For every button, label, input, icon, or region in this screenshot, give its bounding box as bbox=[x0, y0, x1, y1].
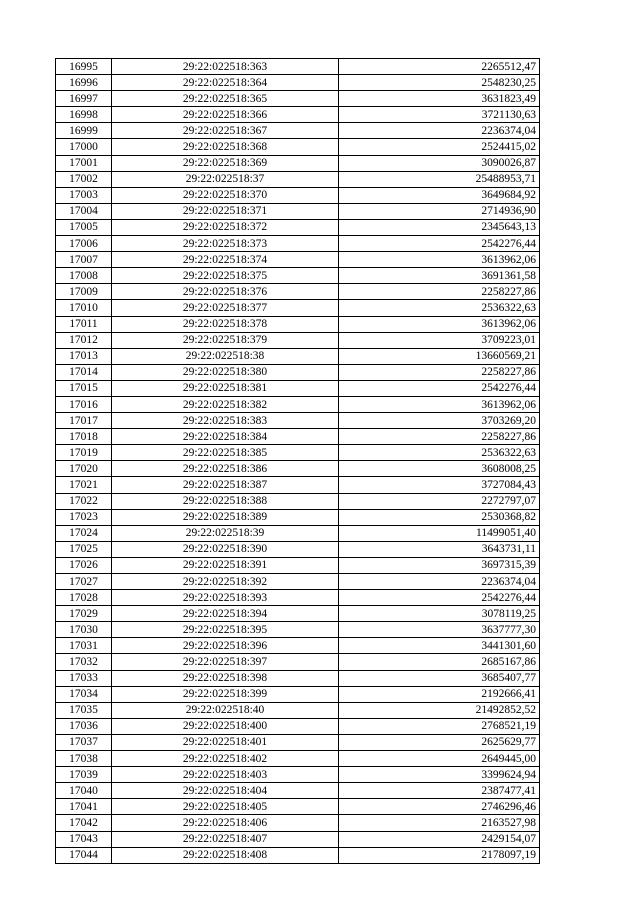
row-number-cell: 17021 bbox=[56, 477, 112, 493]
cadastral-value-cell: 2163527,98 bbox=[339, 815, 540, 831]
row-number-cell: 17002 bbox=[56, 171, 112, 187]
cadastral-value-cell: 2714936,90 bbox=[339, 203, 540, 219]
table-row bbox=[56, 252, 540, 268]
row-number-cell: 17013 bbox=[56, 348, 112, 364]
row-number-cell: 17014 bbox=[56, 364, 112, 380]
cadastral-number-cell: 29:22:022518:364 bbox=[112, 75, 339, 91]
table-row bbox=[56, 139, 540, 155]
row-number-cell: 16996 bbox=[56, 75, 112, 91]
cadastral-value-cell: 2265512,47 bbox=[339, 59, 540, 75]
cadastral-number-cell: 29:22:022518:381 bbox=[112, 380, 339, 396]
cadastral-number-cell: 29:22:022518:384 bbox=[112, 429, 339, 445]
cadastral-value-cell: 2258227,86 bbox=[339, 284, 540, 300]
row-number-cell: 16997 bbox=[56, 91, 112, 107]
cadastral-value-cell: 2236374,04 bbox=[339, 123, 540, 139]
cadastral-value-cell: 2625629,77 bbox=[339, 734, 540, 750]
table-row bbox=[56, 670, 540, 686]
cadastral-value-cell: 3685407,77 bbox=[339, 670, 540, 686]
row-number-cell: 17001 bbox=[56, 155, 112, 171]
cadastral-value-cell: 3637777,30 bbox=[339, 622, 540, 638]
row-number-cell: 17022 bbox=[56, 493, 112, 509]
row-number-cell: 17009 bbox=[56, 284, 112, 300]
cadastral-value-cell: 3703269,20 bbox=[339, 413, 540, 429]
table-row bbox=[56, 300, 540, 316]
cadastral-value-cell: 2524415,02 bbox=[339, 139, 540, 155]
table-row bbox=[56, 654, 540, 670]
row-number-cell: 16995 bbox=[56, 59, 112, 75]
cadastral-number-cell: 29:22:022518:38 bbox=[112, 348, 339, 364]
table-row bbox=[56, 316, 540, 332]
table-row bbox=[56, 477, 540, 493]
cadastral-number-cell: 29:22:022518:383 bbox=[112, 413, 339, 429]
cadastral-value-cell: 3649684,92 bbox=[339, 187, 540, 203]
cadastral-value-cell: 2236374,04 bbox=[339, 574, 540, 590]
table-row bbox=[56, 396, 540, 412]
cadastral-number-cell: 29:22:022518:391 bbox=[112, 557, 339, 573]
table-row bbox=[56, 622, 540, 638]
table-row bbox=[56, 429, 540, 445]
cadastral-value-cell: 21492852,52 bbox=[339, 702, 540, 718]
cadastral-value-cell: 3613962,06 bbox=[339, 316, 540, 332]
table-row bbox=[56, 75, 540, 91]
row-number-cell: 17034 bbox=[56, 686, 112, 702]
cadastral-number-cell: 29:22:022518:406 bbox=[112, 815, 339, 831]
cadastral-number-cell: 29:22:022518:368 bbox=[112, 139, 339, 155]
cadastral-value-cell: 3643731,11 bbox=[339, 541, 540, 557]
cadastral-number-cell: 29:22:022518:365 bbox=[112, 91, 339, 107]
cadastral-number-cell: 29:22:022518:379 bbox=[112, 332, 339, 348]
cadastral-value-cell: 25488953,71 bbox=[339, 171, 540, 187]
cadastral-number-cell: 29:22:022518:370 bbox=[112, 187, 339, 203]
cadastral-number-cell: 29:22:022518:398 bbox=[112, 670, 339, 686]
cadastral-number-cell: 29:22:022518:373 bbox=[112, 236, 339, 252]
cadastral-value-cell: 2649445,00 bbox=[339, 751, 540, 767]
table-row bbox=[56, 236, 540, 252]
cadastral-value-cell: 2542276,44 bbox=[339, 590, 540, 606]
cadastral-value-cell: 3078119,25 bbox=[339, 606, 540, 622]
cadastral-value-cell: 2536322,63 bbox=[339, 300, 540, 316]
table-row bbox=[56, 718, 540, 734]
cadastral-value-cell: 2258227,86 bbox=[339, 429, 540, 445]
row-number-cell: 17027 bbox=[56, 574, 112, 590]
cadastral-number-cell: 29:22:022518:394 bbox=[112, 606, 339, 622]
row-number-cell: 17010 bbox=[56, 300, 112, 316]
cadastral-value-cell: 2542276,44 bbox=[339, 236, 540, 252]
cadastral-value-cell: 3691361,58 bbox=[339, 268, 540, 284]
row-number-cell: 16999 bbox=[56, 123, 112, 139]
row-number-cell: 17024 bbox=[56, 525, 112, 541]
table-row bbox=[56, 413, 540, 429]
table-row bbox=[56, 219, 540, 235]
table-row bbox=[56, 783, 540, 799]
table-row bbox=[56, 380, 540, 396]
table-row bbox=[56, 525, 540, 541]
cadastral-value-cell: 3721130,63 bbox=[339, 107, 540, 123]
cadastral-number-cell: 29:22:022518:387 bbox=[112, 477, 339, 493]
cadastral-number-cell: 29:22:022518:405 bbox=[112, 799, 339, 815]
cadastral-number-cell: 29:22:022518:39 bbox=[112, 525, 339, 541]
row-number-cell: 17016 bbox=[56, 396, 112, 412]
row-number-cell: 17036 bbox=[56, 718, 112, 734]
cadastral-number-cell: 29:22:022518:399 bbox=[112, 686, 339, 702]
cadastral-number-cell: 29:22:022518:403 bbox=[112, 767, 339, 783]
table-row bbox=[56, 59, 540, 75]
table-row bbox=[56, 123, 540, 139]
table-row bbox=[56, 799, 540, 815]
cadastral-value-cell: 2548230,25 bbox=[339, 75, 540, 91]
cadastral-value-cell: 3090026,87 bbox=[339, 155, 540, 171]
table-row bbox=[56, 107, 540, 123]
row-number-cell: 17043 bbox=[56, 831, 112, 847]
table-row bbox=[56, 847, 540, 863]
row-number-cell: 17044 bbox=[56, 847, 112, 863]
cadastral-number-cell: 29:22:022518:407 bbox=[112, 831, 339, 847]
cadastral-number-cell: 29:22:022518:402 bbox=[112, 751, 339, 767]
table-row bbox=[56, 203, 540, 219]
row-number-cell: 17032 bbox=[56, 654, 112, 670]
cadastral-value-cell: 3441301,60 bbox=[339, 638, 540, 654]
table-row bbox=[56, 590, 540, 606]
cadastral-value-cell: 3613962,06 bbox=[339, 396, 540, 412]
row-number-cell: 17040 bbox=[56, 783, 112, 799]
cadastral-number-cell: 29:22:022518:366 bbox=[112, 107, 339, 123]
row-number-cell: 17029 bbox=[56, 606, 112, 622]
table-row bbox=[56, 91, 540, 107]
cadastral-number-cell: 29:22:022518:371 bbox=[112, 203, 339, 219]
cadastral-value-cell: 3697315,39 bbox=[339, 557, 540, 573]
row-number-cell: 17015 bbox=[56, 380, 112, 396]
cadastral-value-table bbox=[55, 58, 540, 864]
table-row bbox=[56, 686, 540, 702]
table-row bbox=[56, 493, 540, 509]
cadastral-number-cell: 29:22:022518:378 bbox=[112, 316, 339, 332]
cadastral-number-cell: 29:22:022518:395 bbox=[112, 622, 339, 638]
cadastral-value-cell: 2542276,44 bbox=[339, 380, 540, 396]
cadastral-value-cell: 13660569,21 bbox=[339, 348, 540, 364]
table-row bbox=[56, 445, 540, 461]
cadastral-value-cell: 2530368,82 bbox=[339, 509, 540, 525]
cadastral-number-cell: 29:22:022518:375 bbox=[112, 268, 339, 284]
cadastral-value-cell: 3709223,01 bbox=[339, 332, 540, 348]
cadastral-number-cell: 29:22:022518:367 bbox=[112, 123, 339, 139]
row-number-cell: 17037 bbox=[56, 734, 112, 750]
row-number-cell: 17028 bbox=[56, 590, 112, 606]
row-number-cell: 17012 bbox=[56, 332, 112, 348]
table-row bbox=[56, 751, 540, 767]
cadastral-value-cell: 2345643,13 bbox=[339, 219, 540, 235]
table-row bbox=[56, 557, 540, 573]
row-number-cell: 17004 bbox=[56, 203, 112, 219]
row-number-cell: 17038 bbox=[56, 751, 112, 767]
cadastral-number-cell: 29:22:022518:382 bbox=[112, 396, 339, 412]
table-row bbox=[56, 155, 540, 171]
table-row bbox=[56, 348, 540, 364]
cadastral-number-cell: 29:22:022518:380 bbox=[112, 364, 339, 380]
cadastral-value-cell: 2387477,41 bbox=[339, 783, 540, 799]
cadastral-number-cell: 29:22:022518:388 bbox=[112, 493, 339, 509]
row-number-cell: 17005 bbox=[56, 219, 112, 235]
row-number-cell: 17031 bbox=[56, 638, 112, 654]
cadastral-value-cell: 3608008,25 bbox=[339, 461, 540, 477]
cadastral-value-cell: 3727084,43 bbox=[339, 477, 540, 493]
table-body bbox=[56, 59, 540, 864]
row-number-cell: 17039 bbox=[56, 767, 112, 783]
cadastral-number-cell: 29:22:022518:377 bbox=[112, 300, 339, 316]
cadastral-value-cell: 2746296,46 bbox=[339, 799, 540, 815]
table-row bbox=[56, 702, 540, 718]
cadastral-number-cell: 29:22:022518:408 bbox=[112, 847, 339, 863]
table-row bbox=[56, 187, 540, 203]
cadastral-value-cell: 2685167,86 bbox=[339, 654, 540, 670]
cadastral-value-cell: 2272797,07 bbox=[339, 493, 540, 509]
row-number-cell: 17035 bbox=[56, 702, 112, 718]
row-number-cell: 17041 bbox=[56, 799, 112, 815]
table-row bbox=[56, 364, 540, 380]
table-row bbox=[56, 606, 540, 622]
cadastral-number-cell: 29:22:022518:393 bbox=[112, 590, 339, 606]
cadastral-number-cell: 29:22:022518:374 bbox=[112, 252, 339, 268]
table-row bbox=[56, 461, 540, 477]
row-number-cell: 17033 bbox=[56, 670, 112, 686]
row-number-cell: 17019 bbox=[56, 445, 112, 461]
table-row bbox=[56, 284, 540, 300]
cadastral-value-cell: 2178097,19 bbox=[339, 847, 540, 863]
cadastral-number-cell: 29:22:022518:372 bbox=[112, 219, 339, 235]
table-row bbox=[56, 638, 540, 654]
cadastral-number-cell: 29:22:022518:401 bbox=[112, 734, 339, 750]
row-number-cell: 17018 bbox=[56, 429, 112, 445]
table-row bbox=[56, 815, 540, 831]
table-row bbox=[56, 541, 540, 557]
row-number-cell: 17042 bbox=[56, 815, 112, 831]
cadastral-value-cell: 3613962,06 bbox=[339, 252, 540, 268]
row-number-cell: 17026 bbox=[56, 557, 112, 573]
cadastral-number-cell: 29:22:022518:376 bbox=[112, 284, 339, 300]
table-row bbox=[56, 268, 540, 284]
row-number-cell: 17025 bbox=[56, 541, 112, 557]
cadastral-value-cell: 2192666,41 bbox=[339, 686, 540, 702]
row-number-cell: 17020 bbox=[56, 461, 112, 477]
cadastral-number-cell: 29:22:022518:386 bbox=[112, 461, 339, 477]
row-number-cell: 17030 bbox=[56, 622, 112, 638]
row-number-cell: 17017 bbox=[56, 413, 112, 429]
cadastral-value-cell: 2536322,63 bbox=[339, 445, 540, 461]
row-number-cell: 17000 bbox=[56, 139, 112, 155]
table-row bbox=[56, 767, 540, 783]
cadastral-number-cell: 29:22:022518:404 bbox=[112, 783, 339, 799]
cadastral-number-cell: 29:22:022518:390 bbox=[112, 541, 339, 557]
row-number-cell: 16998 bbox=[56, 107, 112, 123]
cadastral-number-cell: 29:22:022518:397 bbox=[112, 654, 339, 670]
cadastral-value-cell: 3399624,94 bbox=[339, 767, 540, 783]
row-number-cell: 17003 bbox=[56, 187, 112, 203]
table-row bbox=[56, 509, 540, 525]
cadastral-value-cell: 2768521,19 bbox=[339, 718, 540, 734]
cadastral-value-cell: 2258227,86 bbox=[339, 364, 540, 380]
table-row bbox=[56, 574, 540, 590]
table-row bbox=[56, 734, 540, 750]
row-number-cell: 17023 bbox=[56, 509, 112, 525]
row-number-cell: 17007 bbox=[56, 252, 112, 268]
cadastral-value-cell: 2429154,07 bbox=[339, 831, 540, 847]
row-number-cell: 17008 bbox=[56, 268, 112, 284]
row-number-cell: 17011 bbox=[56, 316, 112, 332]
cadastral-value-cell: 11499051,40 bbox=[339, 525, 540, 541]
cadastral-value-cell: 3631823,49 bbox=[339, 91, 540, 107]
cadastral-number-cell: 29:22:022518:385 bbox=[112, 445, 339, 461]
cadastral-number-cell: 29:22:022518:392 bbox=[112, 574, 339, 590]
cadastral-number-cell: 29:22:022518:363 bbox=[112, 59, 339, 75]
table-row bbox=[56, 332, 540, 348]
cadastral-number-cell: 29:22:022518:389 bbox=[112, 509, 339, 525]
cadastral-number-cell: 29:22:022518:37 bbox=[112, 171, 339, 187]
table-row bbox=[56, 171, 540, 187]
cadastral-number-cell: 29:22:022518:400 bbox=[112, 718, 339, 734]
row-number-cell: 17006 bbox=[56, 236, 112, 252]
cadastral-number-cell: 29:22:022518:40 bbox=[112, 702, 339, 718]
cadastral-number-cell: 29:22:022518:369 bbox=[112, 155, 339, 171]
table-row bbox=[56, 831, 540, 847]
cadastral-number-cell: 29:22:022518:396 bbox=[112, 638, 339, 654]
